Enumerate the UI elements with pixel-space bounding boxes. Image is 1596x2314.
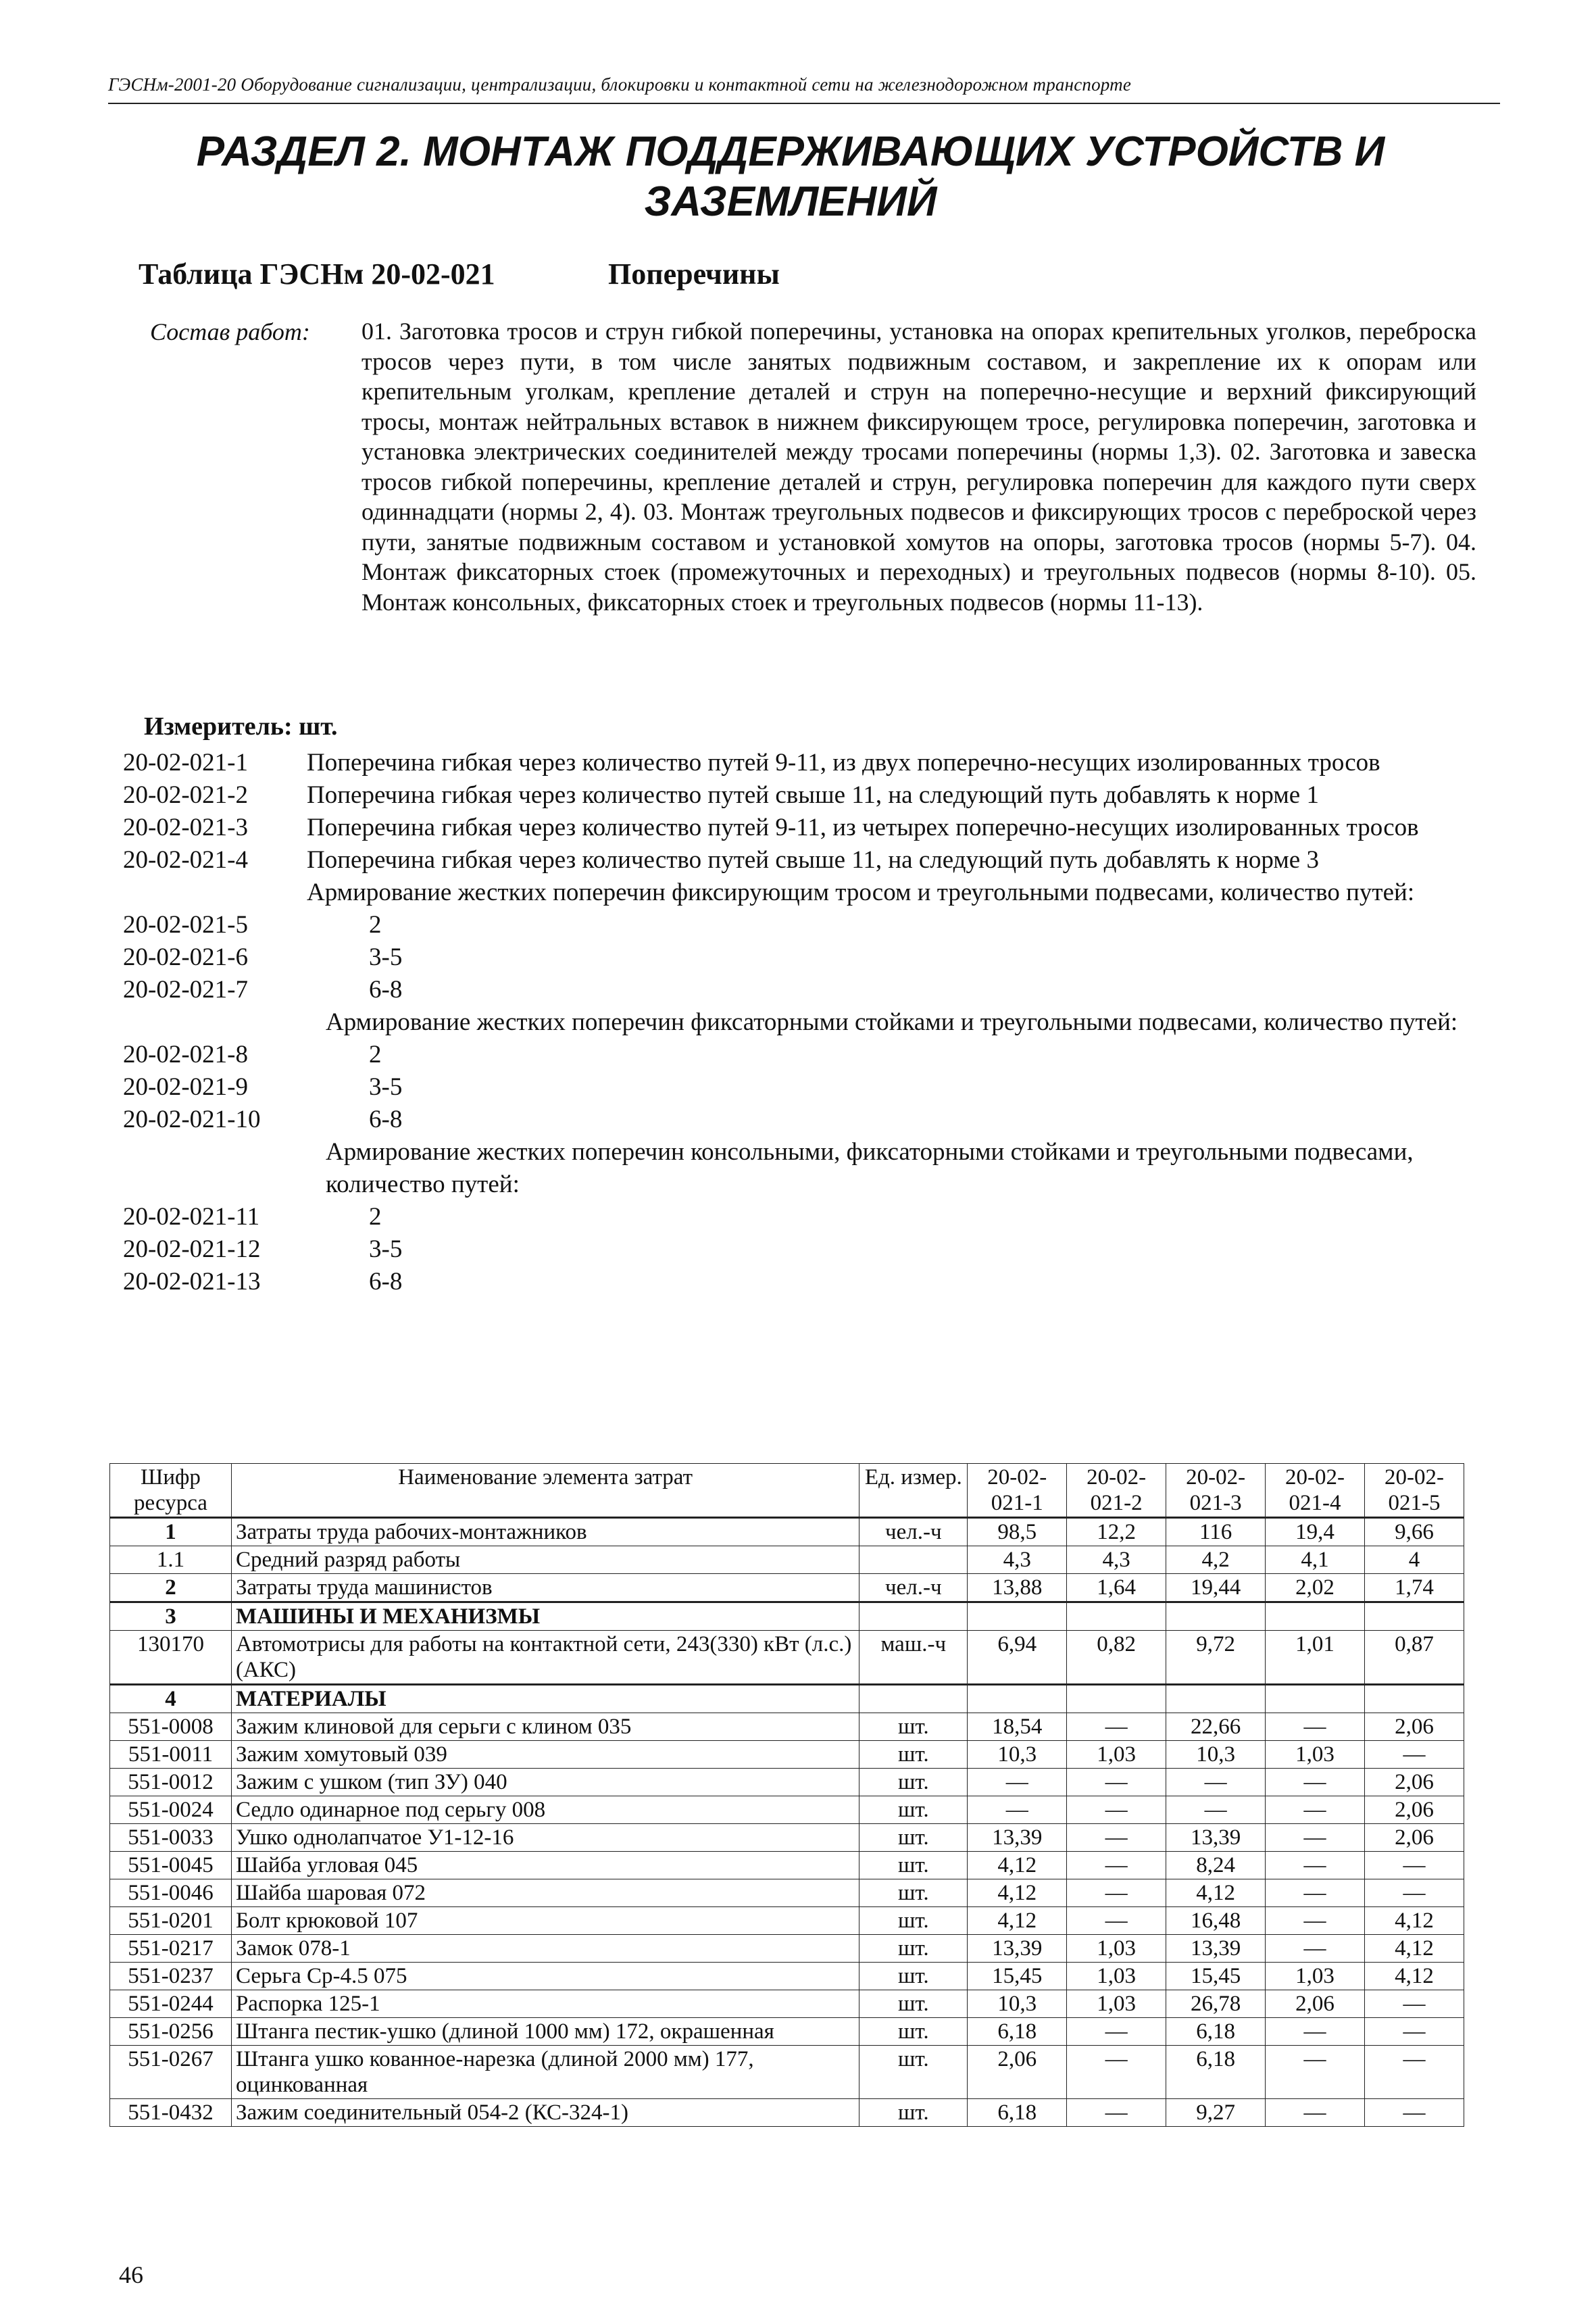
cell-value: 13,39 <box>968 1935 1067 1963</box>
norm-code: 20-02-021-1 <box>123 749 248 777</box>
cell-value: 0,87 <box>1364 1631 1464 1685</box>
cell-section-title: МАТЕРИАЛЫ <box>231 1685 859 1713</box>
cell-value: 1,03 <box>1067 1741 1166 1769</box>
cell-value: 13,88 <box>968 1574 1067 1602</box>
cell-value: 9,72 <box>1166 1631 1266 1685</box>
cell-value: 2,06 <box>1364 1796 1464 1824</box>
cell-value: 4,12 <box>968 1907 1067 1935</box>
cell-code: 130170 <box>110 1631 232 1685</box>
norm-code: 20-02-021-10 <box>123 1106 261 1133</box>
norm-item <box>123 747 1474 779</box>
norm-code: 20-02-021-8 <box>123 1041 248 1068</box>
cell-unit: чел.-ч <box>859 1518 968 1546</box>
cell-unit <box>859 1546 968 1574</box>
cell-value: 1,03 <box>1067 1963 1166 1990</box>
norm-group-heading: Армирование жестких поперечин фиксаторными стойками и треугольными подвесами, количество путей: <box>326 1008 1458 1036</box>
cell-value: 4,3 <box>1067 1546 1166 1574</box>
running-header: ГЭСНм-2001-20 Оборудование сигнализации, централизации, блокировки и контактной сети на железнодорожном транспорте <box>108 74 1132 95</box>
cell-value: — <box>1067 1796 1166 1824</box>
cell-value: — <box>1266 1879 1365 1907</box>
table-row <box>110 2046 1464 2099</box>
resource-table <box>109 1463 1464 2127</box>
norm-value: 3-5 <box>369 1235 403 1263</box>
cell-value: — <box>968 1796 1067 1824</box>
cell-value: — <box>1364 2018 1464 2046</box>
table-code: Таблица ГЭСНм 20-02-021 <box>139 257 495 291</box>
cell-value: — <box>1067 1852 1166 1879</box>
table-section-row <box>110 1685 1464 1713</box>
cell-code: 551-0045 <box>110 1852 232 1879</box>
cell-code: 551-0024 <box>110 1796 232 1824</box>
cell-value: 4,12 <box>1364 1907 1464 1935</box>
table-row <box>110 1631 1464 1685</box>
cell-value: — <box>1067 1907 1166 1935</box>
cell-unit: шт. <box>859 1879 968 1907</box>
cell-value: 1,03 <box>1266 1963 1365 1990</box>
cell-value: — <box>1067 1769 1166 1796</box>
table-title: Поперечины <box>608 257 780 291</box>
norms-list <box>123 747 1474 1298</box>
cell-name: Затраты труда рабочих-монтажников <box>231 1518 859 1546</box>
cell-name: Зажим клиновой для серьги с клином 035 <box>231 1713 859 1741</box>
cell-name: Распорка 125-1 <box>231 1990 859 2018</box>
cell-value: — <box>1266 1935 1365 1963</box>
norm-code: 20-02-021-12 <box>123 1235 261 1263</box>
cell-value: 4,3 <box>968 1546 1067 1574</box>
cell-value: 12,2 <box>1067 1518 1166 1546</box>
cell-value: 4,12 <box>1166 1879 1266 1907</box>
cell-value: — <box>1266 1824 1365 1852</box>
norm-group-text: Армирование жестких поперечин фиксирующим тросом и треугольными подвесами, количество путей: <box>307 879 1415 906</box>
cell-value: 2,06 <box>1364 1713 1464 1741</box>
cell-unit: чел.-ч <box>859 1574 968 1602</box>
norm-text: Поперечина гибкая через количество путей 9-11, из четырех поперечно-несущих изолированных тросов <box>307 814 1419 841</box>
cell-name: Ушко однолапчатое У1-12-16 <box>231 1824 859 1852</box>
cell-value: 4,2 <box>1166 1546 1266 1574</box>
header-norm-4: 20-02-021-4 <box>1266 1464 1365 1518</box>
table-row <box>110 2099 1464 2127</box>
cell-value: — <box>1266 2099 1365 2127</box>
cell-name: Болт крюковой 107 <box>231 1907 859 1935</box>
norm-item <box>123 1233 1474 1266</box>
table-row <box>110 1907 1464 1935</box>
cell-value: 116 <box>1166 1518 1266 1546</box>
table-section-row <box>110 1602 1464 1631</box>
norm-item <box>123 1071 1474 1104</box>
works-description: 01. Заготовка тросов и струн гибкой поперечины, установка на опорах крепительных уголков, переброска тросов через пути, в том числе занятых подвижным составом, и закрепление их к опорам или крепительным уголкам, крепление деталей и струн на поперечно-несущие и верхний фиксирующий тросы, монтаж нейтральных вставок в нижнем фиксирующем тросе, регулировка поперечин, заготовка и установка электрических соединителей между тросами поперечины (нормы 1,3). 02. Заготовка и завеска тросов гибкой поперечины, крепление деталей и струн, регулировка поперечин для каждого пути сверх одиннадцати (нормы 2, 4). 03. Монтаж треугольных подвесов и фиксирующих тросов с переброской через пути, занятые подвижным составом и установкой хомутов на опоры, заготовка тросов (нормы 5-7). 04. Монтаж фиксаторных стоек (промежуточных и переходных) и треугольных подвесов (нормы 8-10). 05. Монтаж консольных, фиксаторных стоек и треугольных подвесов (нормы 11-13). <box>361 318 1476 616</box>
cell-value: 2,06 <box>1364 1769 1464 1796</box>
norm-value: 2 <box>369 1203 382 1231</box>
cell-value: 22,66 <box>1166 1713 1266 1741</box>
cell-value: — <box>1266 1852 1365 1879</box>
norm-code: 20-02-021-2 <box>123 781 248 809</box>
cell-code: 551-0201 <box>110 1907 232 1935</box>
cell-name: Зажим с ушком (тип ЗУ) 040 <box>231 1769 859 1796</box>
norm-group-heading <box>123 877 1474 909</box>
cell-value: — <box>1166 1796 1266 1824</box>
header-norm-2: 20-02-021-2 <box>1067 1464 1166 1518</box>
cell-unit: шт. <box>859 1990 968 2018</box>
table-row <box>110 1852 1464 1879</box>
cell-code: 551-0217 <box>110 1935 232 1963</box>
table-row <box>110 1518 1464 1546</box>
cell-value: 6,18 <box>1166 2018 1266 2046</box>
cell-value: 6,18 <box>968 2099 1067 2127</box>
norm-code: 20-02-021-11 <box>123 1203 260 1231</box>
norm-item <box>123 1104 1474 1136</box>
table-row <box>110 1574 1464 1602</box>
cell-unit: шт. <box>859 1769 968 1796</box>
cell-value: 19,4 <box>1266 1518 1365 1546</box>
norm-item <box>123 812 1474 844</box>
cell-value: 98,5 <box>968 1518 1067 1546</box>
cell-code: 551-0011 <box>110 1741 232 1769</box>
header-divider <box>108 103 1500 104</box>
norm-value: 3-5 <box>369 1073 403 1101</box>
works-label: Состав работ: <box>150 318 310 345</box>
norm-value: 6-8 <box>369 1268 403 1296</box>
cell-value: 10,3 <box>968 1990 1067 2018</box>
cell-code: 1 <box>110 1518 232 1546</box>
table-row <box>110 1963 1464 1990</box>
cell-name: Шайба угловая 045 <box>231 1852 859 1879</box>
cell-code: 551-0008 <box>110 1713 232 1741</box>
cell-name: Автомотрисы для работы на контактной сети, 243(330) кВт (л.с.) (АКС) <box>231 1631 859 1685</box>
table-row <box>110 1741 1464 1769</box>
cell-value: — <box>1266 2018 1365 2046</box>
cell-value: — <box>1067 1879 1166 1907</box>
table-row <box>110 2018 1464 2046</box>
table-row <box>110 1713 1464 1741</box>
table-header-row <box>110 1464 1464 1518</box>
norm-item <box>123 974 1474 1006</box>
norm-item <box>123 1039 1474 1071</box>
cell-value: 15,45 <box>1166 1963 1266 1990</box>
cell-name: Штанга ушко кованное-нарезка (длиной 2000 мм) 177, оцинкованная <box>231 2046 859 2099</box>
cell-code: 551-0244 <box>110 1990 232 2018</box>
header-norm-1: 20-02-021-1 <box>968 1464 1067 1518</box>
table-row <box>110 1769 1464 1796</box>
norm-item <box>123 909 1474 941</box>
cell-name: Шайба шаровая 072 <box>231 1879 859 1907</box>
norm-code: 20-02-021-5 <box>123 911 248 939</box>
section-title-line-1: РАЗДЕЛ 2. МОНТАЖ ПОДДЕРЖИВАЮЩИХ УСТРОЙСТВ И <box>196 128 1385 175</box>
norm-text: Поперечина гибкая через количество путей свыше 11, на следующий путь добавлять к норме 3 <box>307 846 1319 874</box>
cell-value: 1,03 <box>1266 1741 1365 1769</box>
cell-name: Зажим хомутовый 039 <box>231 1741 859 1769</box>
header-unit: Ед. измер. <box>859 1464 968 1518</box>
cell-unit: шт. <box>859 1907 968 1935</box>
norm-item <box>123 1266 1474 1298</box>
cell-value: 1,01 <box>1266 1631 1365 1685</box>
cell-code: 551-0432 <box>110 2099 232 2127</box>
cell-value: 4,12 <box>1364 1963 1464 1990</box>
norm-item <box>123 844 1474 877</box>
cell-value: — <box>1364 1990 1464 2018</box>
norm-code: 20-02-021-3 <box>123 814 248 841</box>
cell-value: — <box>1266 1713 1365 1741</box>
cell-unit: шт. <box>859 1796 968 1824</box>
cell-code: 2 <box>110 1574 232 1602</box>
cell-unit: шт. <box>859 1824 968 1852</box>
cell-value: 18,54 <box>968 1713 1067 1741</box>
cell-value: 6,94 <box>968 1631 1067 1685</box>
cell-code: 551-0237 <box>110 1963 232 1990</box>
page-number: 46 <box>119 2261 143 2288</box>
cell-value: 1,64 <box>1067 1574 1166 1602</box>
cell-name: Средний разряд работы <box>231 1546 859 1574</box>
norm-value: 6-8 <box>369 1106 403 1133</box>
cell-value: 0,82 <box>1067 1631 1166 1685</box>
cell-section-title: МАШИНЫ И МЕХАНИЗМЫ <box>231 1602 859 1631</box>
norm-item <box>123 1201 1474 1233</box>
table-row <box>110 1824 1464 1852</box>
cell-value: 9,27 <box>1166 2099 1266 2127</box>
cell-unit: шт. <box>859 2046 968 2099</box>
header-norm-3: 20-02-021-3 <box>1166 1464 1266 1518</box>
cell-unit: шт. <box>859 2099 968 2127</box>
cell-value: 13,39 <box>968 1824 1067 1852</box>
cell-code: 1.1 <box>110 1546 232 1574</box>
norm-code: 20-02-021-7 <box>123 976 248 1004</box>
cell-code: 551-0012 <box>110 1769 232 1796</box>
cell-value: — <box>1166 1769 1266 1796</box>
norm-text: Поперечина гибкая через количество путей 9-11, из двух поперечно-несущих изолированных тросов <box>307 749 1380 777</box>
cell-code: 551-0033 <box>110 1824 232 1852</box>
cell-unit: шт. <box>859 1935 968 1963</box>
cell-value: — <box>1067 2018 1166 2046</box>
cell-value: — <box>1067 2046 1166 2099</box>
norm-value: 2 <box>369 1041 382 1068</box>
table-row <box>110 1796 1464 1824</box>
header-resource-code: Шифр ресурса <box>110 1464 232 1518</box>
cell-value: 10,3 <box>1166 1741 1266 1769</box>
cell-value: — <box>1266 1907 1365 1935</box>
norm-value: 2 <box>369 911 382 939</box>
norm-text: Поперечина гибкая через количество путей свыше 11, на следующий путь добавлять к норме 1 <box>307 781 1319 809</box>
cell-value: 4,12 <box>1364 1935 1464 1963</box>
cell-value: — <box>1364 2046 1464 2099</box>
norm-code: 20-02-021-13 <box>123 1268 261 1296</box>
cell-value: 2,06 <box>1266 1990 1365 2018</box>
table-row <box>110 1990 1464 2018</box>
cell-value: 2,06 <box>968 2046 1067 2099</box>
table-row <box>110 1935 1464 1963</box>
norm-item <box>123 941 1474 974</box>
norm-value: 3-5 <box>369 943 403 971</box>
cell-value: 19,44 <box>1166 1574 1266 1602</box>
cell-value: 2,06 <box>1364 1824 1464 1852</box>
cell-name: Зажим соединительный 054-2 (КС-324-1) <box>231 2099 859 2127</box>
cell-value: — <box>1364 1852 1464 1879</box>
cell-unit: маш.-ч <box>859 1631 968 1685</box>
cell-value: 26,78 <box>1166 1990 1266 2018</box>
cell-value: 4,1 <box>1266 1546 1365 1574</box>
cell-code: 551-0267 <box>110 2046 232 2099</box>
norm-code: 20-02-021-4 <box>123 846 248 874</box>
cell-value: 1,74 <box>1364 1574 1464 1602</box>
cell-unit: шт. <box>859 1852 968 1879</box>
cell-value: 4,12 <box>968 1879 1067 1907</box>
cell-value: — <box>1067 1713 1166 1741</box>
cell-value: 15,45 <box>968 1963 1067 1990</box>
section-title <box>149 127 1432 227</box>
cell-value: 10,3 <box>968 1741 1067 1769</box>
cell-value: 2,02 <box>1266 1574 1365 1602</box>
norm-item <box>123 779 1474 812</box>
cell-value: 1,03 <box>1067 1935 1166 1963</box>
section-title-line-2: ЗАЗЕМЛЕНИЙ <box>644 178 937 225</box>
cell-value: — <box>1266 1796 1365 1824</box>
table-row <box>110 1879 1464 1907</box>
cell-value: — <box>1266 2046 1365 2099</box>
table-row <box>110 1546 1464 1574</box>
cell-code: 551-0256 <box>110 2018 232 2046</box>
norm-group-heading: Армирование жестких поперечин консольными, фиксаторными стойками и треугольными подвесами, количество путей: <box>326 1138 1414 1198</box>
cell-value: 6,18 <box>1166 2046 1266 2099</box>
cell-value: — <box>1364 1879 1464 1907</box>
cell-name: Седло одинарное под серьгу 008 <box>231 1796 859 1824</box>
norm-code: 20-02-021-6 <box>123 943 248 971</box>
cell-value: 8,24 <box>1166 1852 1266 1879</box>
norm-code: 20-02-021-9 <box>123 1073 248 1101</box>
cell-name: Штанга пестик-ушко (длиной 1000 мм) 172, окрашенная <box>231 2018 859 2046</box>
cell-value: — <box>1364 1741 1464 1769</box>
cell-value: 16,48 <box>1166 1907 1266 1935</box>
cell-value: 13,39 <box>1166 1824 1266 1852</box>
cell-value: — <box>1364 2099 1464 2127</box>
cell-value: 13,39 <box>1166 1935 1266 1963</box>
cell-unit: шт. <box>859 1741 968 1769</box>
cell-value: 6,18 <box>968 2018 1067 2046</box>
measurement-unit: Измеритель: шт. <box>144 712 338 741</box>
cell-name: Затраты труда машинистов <box>231 1574 859 1602</box>
header-norm-5: 20-02-021-5 <box>1364 1464 1464 1518</box>
cell-code: 551-0046 <box>110 1879 232 1907</box>
header-cost-element: Наименование элемента затрат <box>231 1464 859 1518</box>
cell-unit: шт. <box>859 1963 968 1990</box>
cell-value: — <box>1266 1769 1365 1796</box>
cell-value: — <box>1067 2099 1166 2127</box>
cell-value: 4,12 <box>968 1852 1067 1879</box>
cell-name: Серьга Ср-4.5 075 <box>231 1963 859 1990</box>
cell-code: 4 <box>110 1685 232 1713</box>
norm-value: 6-8 <box>369 976 403 1004</box>
cell-value: 9,66 <box>1364 1518 1464 1546</box>
cell-name: Замок 078-1 <box>231 1935 859 1963</box>
cell-code: 3 <box>110 1602 232 1631</box>
cell-unit: шт. <box>859 2018 968 2046</box>
cell-value: 1,03 <box>1067 1990 1166 2018</box>
cell-value: 4 <box>1364 1546 1464 1574</box>
cell-value: — <box>968 1769 1067 1796</box>
cell-unit: шт. <box>859 1713 968 1741</box>
cell-value: — <box>1067 1824 1166 1852</box>
